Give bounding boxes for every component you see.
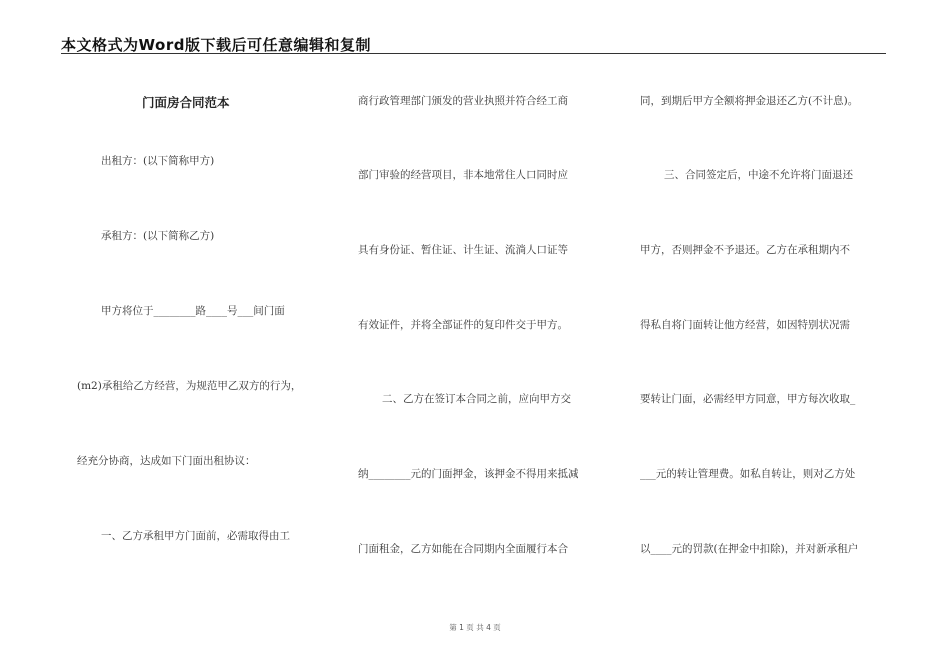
paragraph-line: ___元的转让管理费。如私自转让，则对乙方处 bbox=[640, 468, 856, 480]
paragraph-line: 有效证件，并将全部证件的复印件交于甲方。 bbox=[358, 319, 568, 331]
paragraph-line: 商行政管理部门颁发的营业执照并符合经工商 bbox=[358, 95, 568, 107]
document-title: 门面房合同范本 bbox=[142, 95, 230, 110]
paragraph-line: 经充分协商，达成如下门面出租协议： bbox=[77, 455, 256, 467]
header-divider bbox=[61, 53, 886, 54]
paragraph-line: 得私自将门面转让他方经营，如因特别状况需 bbox=[640, 319, 850, 331]
document-banner: 本文格式为Word版下载后可任意编辑和复制 bbox=[61, 36, 371, 54]
paragraph-line: 甲方，否则押金不予退还。乙方在承租期内不 bbox=[640, 244, 850, 256]
page-number-footer: 第 1 页 共 4 页 bbox=[449, 623, 501, 632]
paragraph-line: 纳________元的门面押金，该押金不得用来抵减 bbox=[358, 468, 579, 480]
paragraph-line: 门面租金，乙方如能在合同期内全面履行本合 bbox=[358, 543, 568, 555]
paragraph-line: 三、合同签定后，中途不允许将门面退还 bbox=[664, 169, 853, 181]
paragraph-line: 甲方将位于________路____号___间门面 bbox=[101, 305, 285, 317]
paragraph-line: 同，到期后甲方全额将押金退还乙方(不计息)。 bbox=[640, 95, 859, 107]
paragraph-line: 承租方：(以下简称乙方) bbox=[101, 230, 215, 242]
paragraph-line: 要转让门面，必需经甲方同意，甲方每次收取_ bbox=[640, 393, 856, 405]
paragraph-line: 出租方：(以下简称甲方) bbox=[101, 155, 215, 167]
paragraph-line: 部门审验的经营项目，非本地常住人口同时应 bbox=[358, 169, 568, 181]
paragraph-line: (m2)承租给乙方经营，为规范甲乙双方的行为， bbox=[77, 380, 302, 392]
paragraph-line: 以____元的罚款(在押金中扣除)，并对新承租户 bbox=[640, 543, 859, 555]
paragraph-line: 具有身份证、暂住证、计生证、流淌人口证等 bbox=[358, 244, 568, 256]
paragraph-line: 一、乙方承租甲方门面前，必需取得由工 bbox=[101, 530, 290, 542]
paragraph-line: 二、乙方在签订本合同之前，应向甲方交 bbox=[382, 393, 571, 405]
